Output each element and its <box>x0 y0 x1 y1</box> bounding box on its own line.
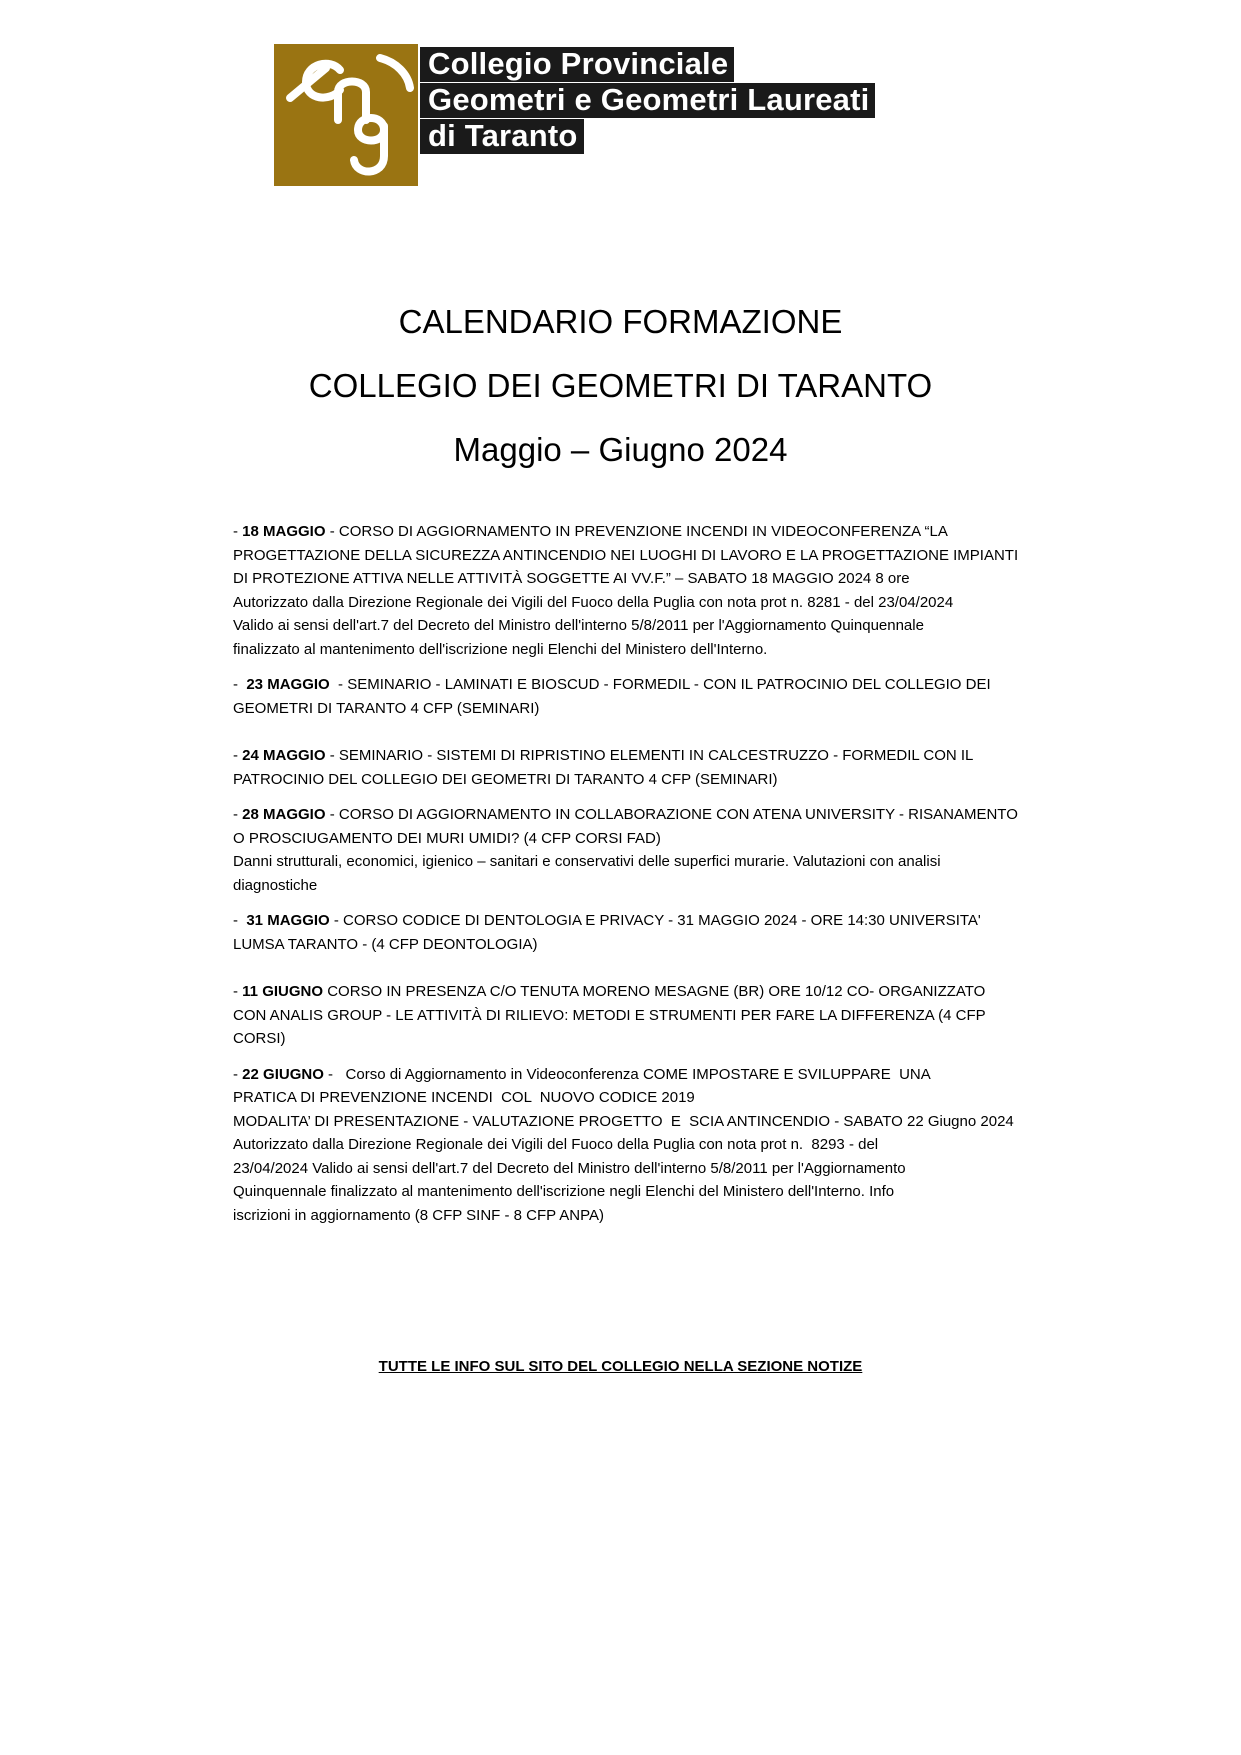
event-prefix: - <box>233 676 247 693</box>
event-text-line: - CORSO DI AGGIORNAMENTO IN COLLABORAZIONE CON ATENA UNIVERSITY - RISANAMENTO <box>325 806 1018 823</box>
event-text-line: CORSI) <box>233 1030 286 1047</box>
title-collegio: COLLEGIO DEI GEOMETRI DI TARANTO <box>308 367 933 404</box>
event-text-line: finalizzato al mantenimento dell'iscrizione negli Elenchi del Ministero dell'Interno. <box>233 640 768 658</box>
event-text-line: diagnostiche <box>233 876 318 894</box>
event-prefix: - <box>233 806 243 823</box>
event-31-maggio <box>233 909 1023 956</box>
event-text-line: Autorizzato dalla Direzione Regionale dei Vigili del Fuoco della Puglia con nota prot n. 8281 - del 23/04/2024 <box>233 593 954 611</box>
event-23-maggio <box>233 673 1023 720</box>
event-date: 22 GIUGNO <box>242 1065 324 1083</box>
event-24-maggio <box>233 744 1023 791</box>
document-titles <box>0 290 1241 482</box>
event-text-line: - CORSO CODICE DI DENTOLOGIA E PRIVACY - 31 MAGGIO 2024 - ORE 14:30 UNIVERSITA' <box>329 912 981 929</box>
event-text-line: PROGETTAZIONE DELLA SICUREZZA ANTINCENDIO NEI LUOGHI DI LAVORO E LA PROGETTAZIONE IMPIANTI <box>233 546 1019 564</box>
event-22-giugno <box>233 1063 1023 1228</box>
event-text-line: LUMSA TARANTO - (4 CFP DEONTOLOGIA) <box>233 935 538 953</box>
logo-line-2: Geometri e Geometri Laureati <box>420 83 875 118</box>
event-text-line: DI PROTEZIONE ATTIVA NELLE ATTIVITÀ SOGGETTE AI VV.F.” – SABATO 18 MAGGIO 2024 8 ore <box>233 570 910 587</box>
event-date: 23 MAGGIO <box>246 676 330 693</box>
event-date: 18 MAGGIO <box>242 523 326 540</box>
event-prefix: - <box>233 983 243 1000</box>
event-text-line: - SEMINARIO - SISTEMI DI RIPRISTINO ELEMENTI IN CALCESTRUZZO - FORMEDIL CON IL <box>325 747 974 764</box>
logo-line-3: di Taranto <box>420 119 584 154</box>
event-text-line: 23/04/2024 Valido ai sensi dell'art.7 del Decreto del Ministro dell'interno 5/8/2011 per l'Aggiornamento <box>233 1159 906 1177</box>
event-prefix: - <box>233 912 247 929</box>
event-11-giugno <box>233 980 1023 1051</box>
event-date: 31 MAGGIO <box>246 912 330 929</box>
event-text-line: - Corso di Aggiornamento in Videoconferenza COME IMPOSTARE E SVILUPPARE UNA <box>323 1065 931 1083</box>
logo-line-1: Collegio Provinciale <box>420 47 734 82</box>
event-prefix: - <box>233 1065 243 1083</box>
event-text-line: PRATICA DI PREVENZIONE INCENDI COL NUOVO CODICE 2019 <box>233 1089 695 1106</box>
event-text-line: PATROCINIO DEL COLLEGIO DEI GEOMETRI DI TARANTO 4 CFP (SEMINARI) <box>233 770 778 788</box>
event-text-line: MODALITA’ DI PRESENTAZIONE - VALUTAZIONE PROGETTO E SCIA ANTINCENDIO - SABATO 22 Giugno 2024 <box>233 1112 1014 1130</box>
event-text-line: - SEMINARIO - LAMINATI E BIOSCUD - FORMEDIL - CON IL PATROCINIO DEL COLLEGIO DEI <box>329 676 991 693</box>
collegio-logo <box>274 44 968 186</box>
event-list <box>233 520 1023 1227</box>
event-text-line: Danni strutturali, economici, igienico – sanitari e conservativi delle superfici murarie. Valutazioni con analisi <box>233 853 941 870</box>
title-calendario: CALENDARIO FORMAZIONE <box>398 303 843 340</box>
event-text-line: CON ANALIS GROUP - LE ATTIVITÀ DI RILIEVO: METODI E STRUMENTI PER FARE LA DIFFERENZA (4 CFP <box>233 1006 986 1024</box>
event-text-line: CORSO IN PRESENZA C/O TENUTA MORENO MESAGNE (BR) ORE 10/12 CO- ORGANIZZATO <box>323 983 986 1000</box>
collegio-logo-name <box>420 47 875 155</box>
event-text-line: - CORSO DI AGGIORNAMENTO IN PREVENZIONE INCENDI IN VIDEOCONFERENZA “LA <box>325 523 948 540</box>
collegio-logo-mark-icon <box>274 44 418 186</box>
event-date: 28 MAGGIO <box>242 806 326 823</box>
event-date: 11 GIUGNO <box>242 983 324 1000</box>
event-text-line: GEOMETRI DI TARANTO 4 CFP (SEMINARI) <box>233 699 540 717</box>
event-prefix: - <box>233 747 243 764</box>
event-text-line: Autorizzato dalla Direzione Regionale dei Vigili del Fuoco della Puglia con nota prot n. 8293 - del <box>233 1136 879 1153</box>
event-date: 24 MAGGIO <box>242 747 326 764</box>
title-period: Maggio – Giugno 2024 <box>453 431 788 468</box>
footer-note: TUTTE LE INFO SUL SITO DEL COLLEGIO NELLA SEZIONE NOTIZE <box>378 1358 863 1375</box>
event-18-maggio <box>233 520 1023 661</box>
event-28-maggio <box>233 803 1023 897</box>
event-text-line: Quinquennale finalizzato al mantenimento dell'iscrizione negli Elenchi del Ministero dell'Interno. Info <box>233 1183 895 1200</box>
event-prefix: - <box>233 523 243 540</box>
event-text-line: iscrizioni in aggiornamento (8 CFP SINF - 8 CFP ANPA) <box>233 1206 604 1224</box>
event-text-line: Valido ai sensi dell'art.7 del Decreto del Ministro dell'interno 5/8/2011 per l'Aggiornamento Quinquennale <box>233 617 924 634</box>
event-text-line: O PROSCIUGAMENTO DEI MURI UMIDI? (4 CFP CORSI FAD) <box>233 829 661 847</box>
